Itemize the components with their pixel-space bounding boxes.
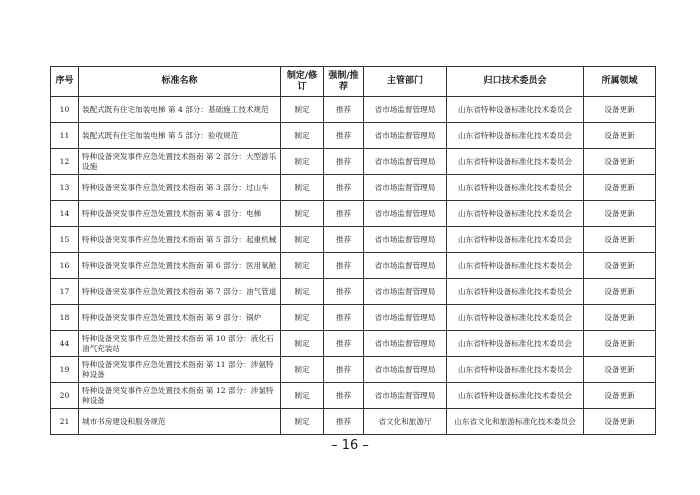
row-seq: 16 [51,253,79,279]
table-row [51,383,656,409]
row-mandatory: 推荐 [324,383,364,409]
row-field: 设备更新 [584,123,656,149]
row-type: 制定 [281,227,324,253]
standards-table [50,66,656,435]
row-standard-name: 特种设备突发事件应急处置技术指南 第 3 部分：过山车 [79,175,281,201]
header-dept: 主管部门 [364,67,447,97]
row-type: 制定 [281,331,324,357]
row-department: 省市场监督管理局 [364,331,447,357]
table-row [51,357,656,383]
row-mandatory: 推荐 [324,253,364,279]
row-field: 设备更新 [584,97,656,123]
row-standard-name: 装配式既有住宅加装电梯 第 4 部分：基础施工技术规范 [79,97,281,123]
row-seq: 15 [51,227,79,253]
table-row [51,149,656,175]
row-mandatory: 推荐 [324,409,364,435]
table-row [51,253,656,279]
row-field: 设备更新 [584,201,656,227]
row-field: 设备更新 [584,305,656,331]
row-standard-name: 特种设备突发事件应急处置技术指南 第 7 部分：油气管道 [79,279,281,305]
row-standard-name: 特种设备突发事件应急处置技术指南 第 5 部分：起重机械 [79,227,281,253]
row-field: 设备更新 [584,227,656,253]
row-standard-name: 特种设备突发事件应急处置技术指南 第 12 部分：涉氯特种设备 [79,383,281,409]
row-seq: 17 [51,279,79,305]
header-type: 制定/修订 [281,67,324,97]
table-row [51,227,656,253]
row-standard-name: 城市书房建设和服务规范 [79,409,281,435]
row-field: 设备更新 [584,357,656,383]
row-seq: 13 [51,175,79,201]
row-department: 省市场监督管理局 [364,305,447,331]
row-committee: 山东省特种设备标准化技术委员会 [447,123,584,149]
row-mandatory: 推荐 [324,175,364,201]
row-department: 省市场监督管理局 [364,97,447,123]
row-field: 设备更新 [584,331,656,357]
table-row [51,97,656,123]
row-committee: 山东省文化和旅游标准化技术委员会 [447,409,584,435]
row-seq: 10 [51,97,79,123]
row-type: 制定 [281,305,324,331]
row-department: 省市场监督管理局 [364,123,447,149]
row-seq: 11 [51,123,79,149]
table-row [51,175,656,201]
row-department: 省市场监督管理局 [364,201,447,227]
row-seq: 12 [51,149,79,175]
row-type: 制定 [281,149,324,175]
row-type: 制定 [281,357,324,383]
header-committee: 归口技术委员会 [447,67,584,97]
table-row [51,123,656,149]
row-type: 制定 [281,279,324,305]
row-type: 制定 [281,383,324,409]
row-committee: 山东省特种设备标准化技术委员会 [447,253,584,279]
row-seq: 21 [51,409,79,435]
row-type: 制定 [281,201,324,227]
row-committee: 山东省特种设备标准化技术委员会 [447,383,584,409]
row-committee: 山东省特种设备标准化技术委员会 [447,305,584,331]
row-field: 设备更新 [584,409,656,435]
row-field: 设备更新 [584,253,656,279]
row-standard-name: 装配式既有住宅加装电梯 第 5 部分：验收规范 [79,123,281,149]
row-department: 省市场监督管理局 [364,227,447,253]
table-row [51,305,656,331]
header-seq: 序号 [51,67,79,97]
row-mandatory: 推荐 [324,331,364,357]
row-committee: 山东省特种设备标准化技术委员会 [447,331,584,357]
table-row [51,331,656,357]
row-standard-name: 特种设备突发事件应急处置技术指南 第 11 部分：涉氨特种设备 [79,357,281,383]
row-committee: 山东省特种设备标准化技术委员会 [447,97,584,123]
row-mandatory: 推荐 [324,279,364,305]
row-standard-name: 特种设备突发事件应急处置技术指南 第 6 部分：医用氧舱 [79,253,281,279]
table-body [51,97,656,435]
header-name: 标准名称 [79,67,281,97]
row-department: 省市场监督管理局 [364,175,447,201]
row-standard-name: 特种设备突发事件应急处置技术指南 第 4 部分：电梯 [79,201,281,227]
row-mandatory: 推荐 [324,123,364,149]
row-seq: 44 [51,331,79,357]
row-department: 省市场监督管理局 [364,357,447,383]
table-header-row [51,67,656,97]
row-committee: 山东省特种设备标准化技术委员会 [447,227,584,253]
row-field: 设备更新 [584,383,656,409]
row-field: 设备更新 [584,175,656,201]
row-seq: 19 [51,357,79,383]
row-type: 制定 [281,123,324,149]
row-seq: 20 [51,383,79,409]
row-committee: 山东省特种设备标准化技术委员会 [447,279,584,305]
row-mandatory: 推荐 [324,149,364,175]
row-department: 省市场监督管理局 [364,149,447,175]
table-row [51,409,656,435]
row-field: 设备更新 [584,149,656,175]
row-mandatory: 推荐 [324,201,364,227]
row-type: 制定 [281,97,324,123]
row-seq: 18 [51,305,79,331]
table-row [51,279,656,305]
row-standard-name: 特种设备突发事件应急处置技术指南 第 10 部分：液化石油气充装站 [79,331,281,357]
row-department: 省市场监督管理局 [364,383,447,409]
row-committee: 山东省特种设备标准化技术委员会 [447,201,584,227]
row-mandatory: 推荐 [324,305,364,331]
row-standard-name: 特种设备突发事件应急处置技术指南 第 2 部分：大型游乐设施 [79,149,281,175]
row-committee: 山东省特种设备标准化技术委员会 [447,175,584,201]
row-type: 制定 [281,175,324,201]
row-department: 省市场监督管理局 [364,253,447,279]
row-committee: 山东省特种设备标准化技术委员会 [447,149,584,175]
header-field: 所属领域 [584,67,656,97]
row-mandatory: 推荐 [324,97,364,123]
row-department: 省文化和旅游厅 [364,409,447,435]
row-mandatory: 推荐 [324,357,364,383]
table-row [51,201,656,227]
row-standard-name: 特种设备突发事件应急处置技术指南 第 9 部分：锅炉 [79,305,281,331]
row-seq: 14 [51,201,79,227]
page-number: – 16 – [331,438,369,453]
row-type: 制定 [281,409,324,435]
header-mandatory: 强制/推荐 [324,67,364,97]
row-field: 设备更新 [584,279,656,305]
row-type: 制定 [281,253,324,279]
row-department: 省市场监督管理局 [364,279,447,305]
row-committee: 山东省特种设备标准化技术委员会 [447,357,584,383]
row-mandatory: 推荐 [324,227,364,253]
